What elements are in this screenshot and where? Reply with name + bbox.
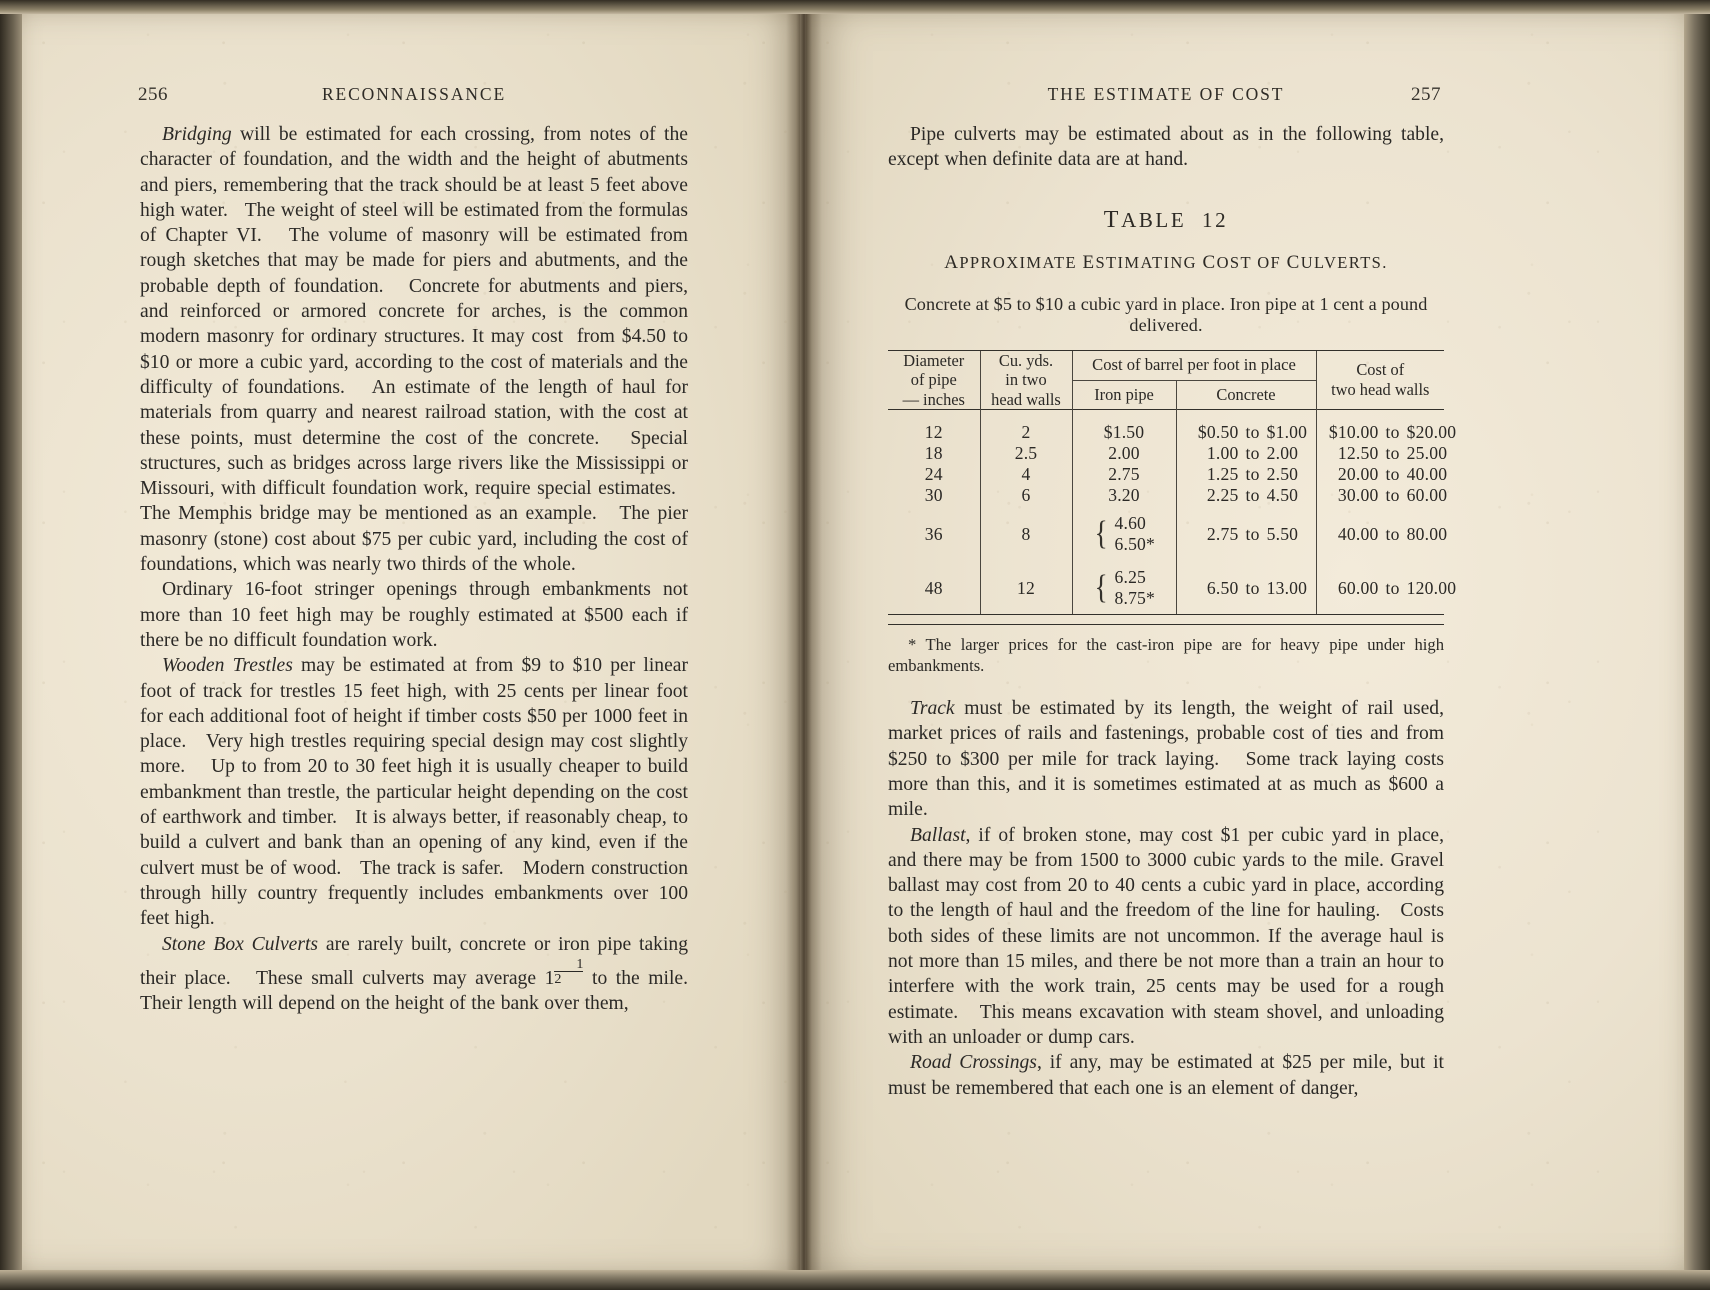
table-body [888,410,1457,615]
para-body-trestles: may be estimated at from $9 to $10 per linear foot of track for trestles 15 feet high, with 25 cents per linear foot for each additional foot of height if timber costs $50 per 1000 feet in place. Very high trestles requiring special design may cost slightly more. Up to from 20 to 30 feet high it is usually cheaper to build embankment than trestle, the particular height depending on the cost of earthwork and timber. It is always better, if reasonably cheap, to build a culvert and bank than an opening of any kind, even if the culvert must be of wood. The track is safer. Modern construction through hilly country frequently includes embankments over 100 feet high. [140,655,689,930]
running-head-left: RECONNAISSANCE [321,84,507,104]
header-cuyds-l2: in two [1005,370,1047,390]
table-caption [888,252,1444,274]
table-row [888,464,1444,485]
page-number-left: 256 [138,84,168,105]
head-lo: 20.00 [1337,464,1379,485]
table-footnote: * The larger prices for the cast-iron pipe are for heavy pipe under high embankments. [888,635,1444,676]
range-concrete [1177,443,1329,464]
left-brace-icon: { [1094,515,1108,553]
cell-cu-yds: 4 [980,464,1072,485]
range-headwalls [1317,464,1469,485]
head-lo: 60.00 [1337,577,1379,598]
head-to: to [1385,577,1400,598]
cap-approximate: PPROXIMATE [959,252,1083,272]
cell-concrete-range [1176,560,1316,615]
cap-E: E [1082,251,1096,273]
head-hi: $20.00 [1406,422,1457,443]
concrete-to: to [1245,464,1260,485]
header-headwalls-l1: Cost of [1356,360,1405,380]
cell-concrete-range [1176,464,1316,485]
table-row [888,410,1444,444]
paragraph-ballast [888,823,1444,1051]
right-text-column [888,122,1457,1101]
paragraph-pipe-culverts-intro: Pipe culverts may be estimated about as in the following table, except when definite data are at hand. [888,124,1444,171]
head-to: to [1385,443,1400,464]
concrete-to: to [1245,422,1260,443]
cell-iron-pipe-braced [1072,560,1176,615]
cell-headwall-range [1316,410,1457,444]
range-headwalls [1317,524,1469,545]
header-two-head-walls [1316,350,1444,410]
header-iron-pipe: Iron pipe [1072,380,1176,409]
cap-A: A [944,251,960,273]
para-body-ordinary: Ordinary 16-foot stringer openings through embankments not more than 10 feet high may be roughly estimated at $500 each if there be no difficult foundation work. [140,579,688,651]
braced-pair [1073,567,1176,609]
header-span-cost-of-barrel: Cost of barrel per foot in place [1072,350,1316,380]
range-concrete [1177,422,1329,443]
header-cuyds-l1: Cu. yds. [998,350,1054,370]
head-lo: 30.00 [1337,485,1379,506]
iron-pipe-value-light: 6.25 [1114,567,1147,588]
table-header [888,350,1444,410]
table-price-note: Concrete at $5 to $10 a cubic yard in place. Iron pipe at 1 cent a pound delivered. [904,293,1428,335]
braced-pair [1073,513,1176,555]
paragraph-stone-box-culverts [140,932,688,1017]
header-headwalls-l2: two head walls [1331,379,1430,399]
head-lo: 12.50 [1337,443,1379,464]
cell-headwall-range [1316,506,1448,560]
table-number-heading [888,207,1444,234]
paragraph-ordinary-stringer [140,577,688,653]
table-label-T: T [1103,206,1122,233]
cell-headwall-range [1316,485,1448,506]
table-12-block [888,206,1457,677]
cell-iron-pipe: 2.00 [1072,443,1176,464]
fraction-one-half: $\frac{1}{2}$ [554,955,584,987]
range-headwalls [1317,578,1469,599]
cell-cu-yds: 2 [980,410,1072,444]
cap-estimating: STIMATING [1095,252,1203,272]
cell-concrete-range [1176,506,1316,560]
left-text-column [140,122,688,1017]
concrete-lo: 1.25 [1206,464,1239,485]
concrete-hi: 5.50 [1266,523,1299,544]
concrete-hi: 2.00 [1266,443,1299,464]
cap-culverts: ULVERTS. [1300,252,1388,272]
cell-iron-pipe: $1.50 [1072,410,1176,444]
concrete-lo: 2.75 [1206,523,1239,544]
paragraph-road-crossings [888,1050,1444,1101]
page-edge-right [1684,0,1710,1290]
para-body-track: must be estimated by its length, the weight of rail used, market prices of rails and fastenings, probable cost of ties and from $250 to $300 per mile for track laying. Some track laying costs more than this, and it is sometimes estimated at as much as $600 a mile. [888,698,1444,821]
concrete-to: to [1245,577,1260,598]
cell-concrete-range [1176,443,1316,464]
table-number: 12 [1202,207,1229,232]
table-row [888,485,1444,506]
page-edge-bottom [0,1270,1710,1290]
concrete-lo: 6.50 [1206,577,1239,598]
table-row [888,560,1444,615]
header-diameter-l1: Diameter [903,350,965,370]
cell-concrete-range [1176,410,1316,444]
culvert-cost-table [888,350,1457,616]
range-headwalls [1317,443,1469,464]
footnote-divider [888,624,1444,625]
cell-cu-yds: 8 [980,506,1072,560]
concrete-lo: $0.50 [1197,422,1239,443]
concrete-lo: 2.25 [1206,485,1239,506]
head-to: to [1385,523,1400,544]
head-hi: 25.00 [1406,443,1448,464]
cell-headwall-range [1316,443,1448,464]
range-headwalls [1317,422,1469,443]
para-body-ballast: , if of broken stone, may cost $1 per cubic yard in place, and there may be from 1500 to 3000 cubic yards to the mile. Gravel ballast may cost from 20 to 40 cents a cubic yard in place, according to the length of haul and the freedom of the line for hauling. Costs both sides of these limits are not uncommon. If the average haul is not more than 15 miles, and there be not more than a train an hour to interfere with the work train, 25 cents may be used for a rough estimate. This means excavation with steam shovel, and unloading with an unloader or dump cars. [888,824,1444,1048]
concrete-hi: 4.50 [1266,485,1299,506]
head-hi: 80.00 [1406,523,1448,544]
range-concrete [1177,578,1329,599]
cell-diameter: 18 [924,443,943,464]
table-row [888,506,1444,560]
cell-diameter: 48 [888,560,980,615]
table-row [888,443,1444,464]
paragraph-track [888,696,1444,822]
head-lo: 40.00 [1337,523,1379,544]
concrete-hi: 2.50 [1266,464,1299,485]
header-diameter-l3: — inches [902,389,965,409]
iron-pipe-value-heavy: 6.50* [1114,534,1156,555]
para-lead-italic-trestles: Wooden Trestles [162,655,293,677]
para-body-bridging: will be estimated for each crossing, from notes of the character of foundation, and the width and the height of abutments and piers, remembering that the track should be at least 5 feet above high water. The weight of steel will be estimated from the formulas of Chapter VI. The volume of masonry will be estimated from rough sketches that may be made for piers and abutments, and the probable depth of foundation. Concrete for abutments and piers, and reinforced or armored concrete for arches, is the common modern masonry for ordinary structures. It may cost from $4.50 to $10 or more a cubic yard, according to the cost of materials and the difficulty of foundations. An estimate of the length of haul for materials from quarry and nearest railroad station, with the cost at these points, must determine the cost of the concrete. Special structures, such as bridges across large rivers like the Mississippi or Missouri, with difficult foundation work, require special estimates. The Memphis bridge may be mentioned as an example. The pier masonry (stone) cost about $75 per cubic yard, including the cost of foundations, which was nearly two thirds of the whole. [140,124,688,576]
brace-values [1114,513,1155,555]
head-hi: 60.00 [1406,485,1448,506]
cell-iron-pipe: 2.75 [1072,464,1176,485]
head-hi: 40.00 [1406,464,1448,485]
concrete-hi: 13.00 [1266,577,1308,598]
cap-C: C [1202,251,1217,273]
page-edge-left [0,0,22,1290]
header-concrete: Concrete [1176,380,1316,409]
brace-values [1114,567,1155,609]
header-row-top [888,350,1444,380]
para-lead-italic-track: Track [910,698,955,720]
header-diameter-l2: of pipe [910,370,957,390]
para-body-culverts: are rarely built, concrete or iron pipe taking their place. These small culverts may average 1 $\frac{1}{2}$ to the mile. Their length will depend on the height of the bank over them, [140,933,689,1015]
cell-cu-yds: 2.5 [980,443,1072,464]
header-cu-yds [980,350,1072,410]
concrete-lo: 1.00 [1206,443,1239,464]
paragraph-wooden-trestles [140,653,688,931]
range-concrete [1177,524,1329,545]
range-concrete [1177,485,1329,506]
iron-pipe-value-light: 4.60 [1114,513,1147,534]
page-edge-top [0,0,1710,14]
cell-diameter: 36 [924,523,943,544]
cell-diameter: 30 [924,485,943,506]
head-hi: 120.00 [1406,577,1457,598]
cell-cu-yds: 12 [980,560,1072,615]
header-cuyds-l3: head walls [991,389,1061,409]
cap-C2: C [1286,251,1301,273]
running-head-right: THE ESTIMATE OF COST [1047,84,1285,104]
head-to: to [1385,464,1400,485]
cell-concrete-range [1176,485,1316,506]
cell-diameter: 12 [888,410,980,444]
concrete-to: to [1245,443,1260,464]
head-to: to [1385,422,1400,443]
para-lead-italic-culverts: Stone Box Culverts [162,933,319,955]
page-number-right: 257 [1411,84,1441,105]
concrete-to: to [1245,485,1260,506]
para-lead-italic-road: Road Crossings [910,1052,1037,1074]
cell-headwall-range [1316,560,1457,615]
left-brace-icon: { [1094,569,1108,607]
header-diameter [888,350,980,410]
concrete-hi: $1.00 [1266,422,1308,443]
cell-iron-pipe: 3.20 [1072,485,1176,506]
cell-cu-yds: 6 [980,485,1072,506]
head-lo: $10.00 [1328,422,1379,443]
iron-pipe-value-heavy: 8.75* [1114,588,1156,609]
cap-costof: OST OF [1216,252,1287,272]
concrete-to: to [1245,523,1260,544]
range-concrete [1177,464,1329,485]
cell-diameter: 24 [924,464,943,485]
para-body-road: , if any, may be estimated at $25 per mile, but it must be remembered that each one is an element of danger, [888,1052,1444,1099]
table-label-rest: ABLE [1121,207,1187,232]
cell-iron-pipe-braced [1072,506,1176,560]
para-lead-italic-ballast: Ballast [910,824,966,846]
paragraph-bridging [140,122,688,577]
cell-headwall-range [1316,464,1448,485]
range-headwalls [1317,485,1469,506]
para-lead-italic-bridging: Bridging [162,124,232,145]
head-to: to [1385,485,1400,506]
